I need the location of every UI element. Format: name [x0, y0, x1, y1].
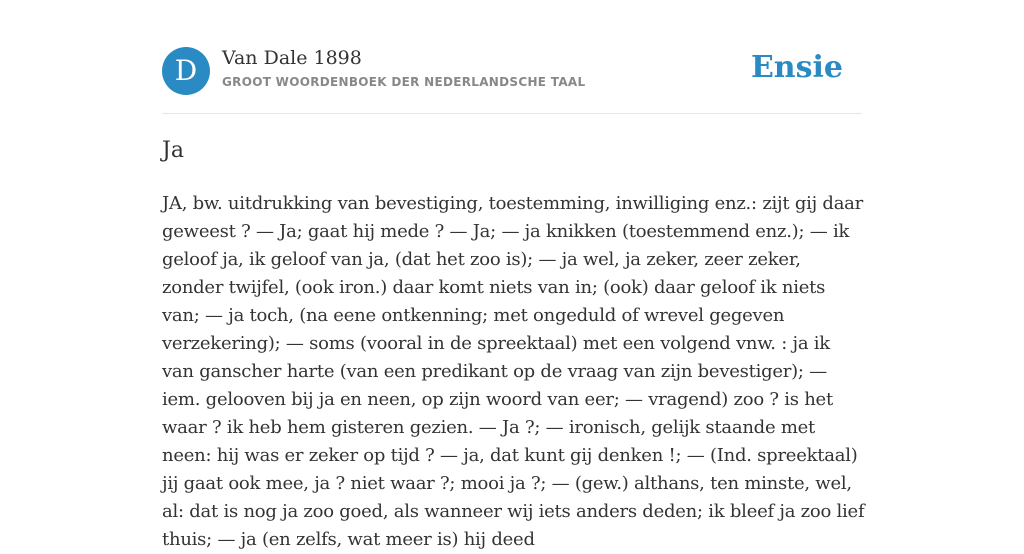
- dictionary-subtitle: GROOT WOORDENBOEK DER NEDERLANDSCHE TAAL: [222, 75, 586, 89]
- logo-letter: D: [174, 54, 198, 87]
- dictionary-name[interactable]: Van Dale 1898: [222, 47, 362, 69]
- brand-logo[interactable]: Ensie: [750, 50, 843, 85]
- entry-definition: JA, bw. uitdrukking van bevestiging, toestemming, inwilliging enz.: zijt gij daar geweest ? — Ja; gaat hij mede ? — Ja; — ja knikken (toestemmend enz.); — ik geloof ja, ik geloof van ja, (dat het zoo is); — ja wel, ja zeker, zeer zeker, zonder twijfel, (ook iron.) daar komt niets van in; (ook) daar geloof ik niets van; — ja toch, (na eene ontkenning; met ongeduld of wrevel gegeven verzekering); — soms (vooral in de spreektaal) met een volgend vnw. : ja ik van ganscher harte (van een predikant op de vraag van zijn bevestiger); — iem. gelooven bij ja en neen, op zijn woord van eer; — vragend) zoo ? is het waar ? ik heb hem gisteren gezien. — Ja ?; — ironisch, gelijk staande met neen: hij was er zeker op tijd ? — ja, dat kunt gij denken !; — (Ind. spreektaal) jij gaat ook mee, ja ? niet waar ?; mooi ja ?; — (gew.) althans, ten minste, wel, al: dat is nog ja zoo goed, als wanneer wij iets anders deden; ik bleef ja zoo lief thuis; — ja (en zelfs, wat meer is) hij deed: [162, 193, 865, 550]
- site-header: [162, 46, 862, 96]
- header-divider: [162, 113, 862, 114]
- entry-title: Ja: [162, 138, 184, 163]
- dictionary-logo[interactable]: [162, 47, 210, 95]
